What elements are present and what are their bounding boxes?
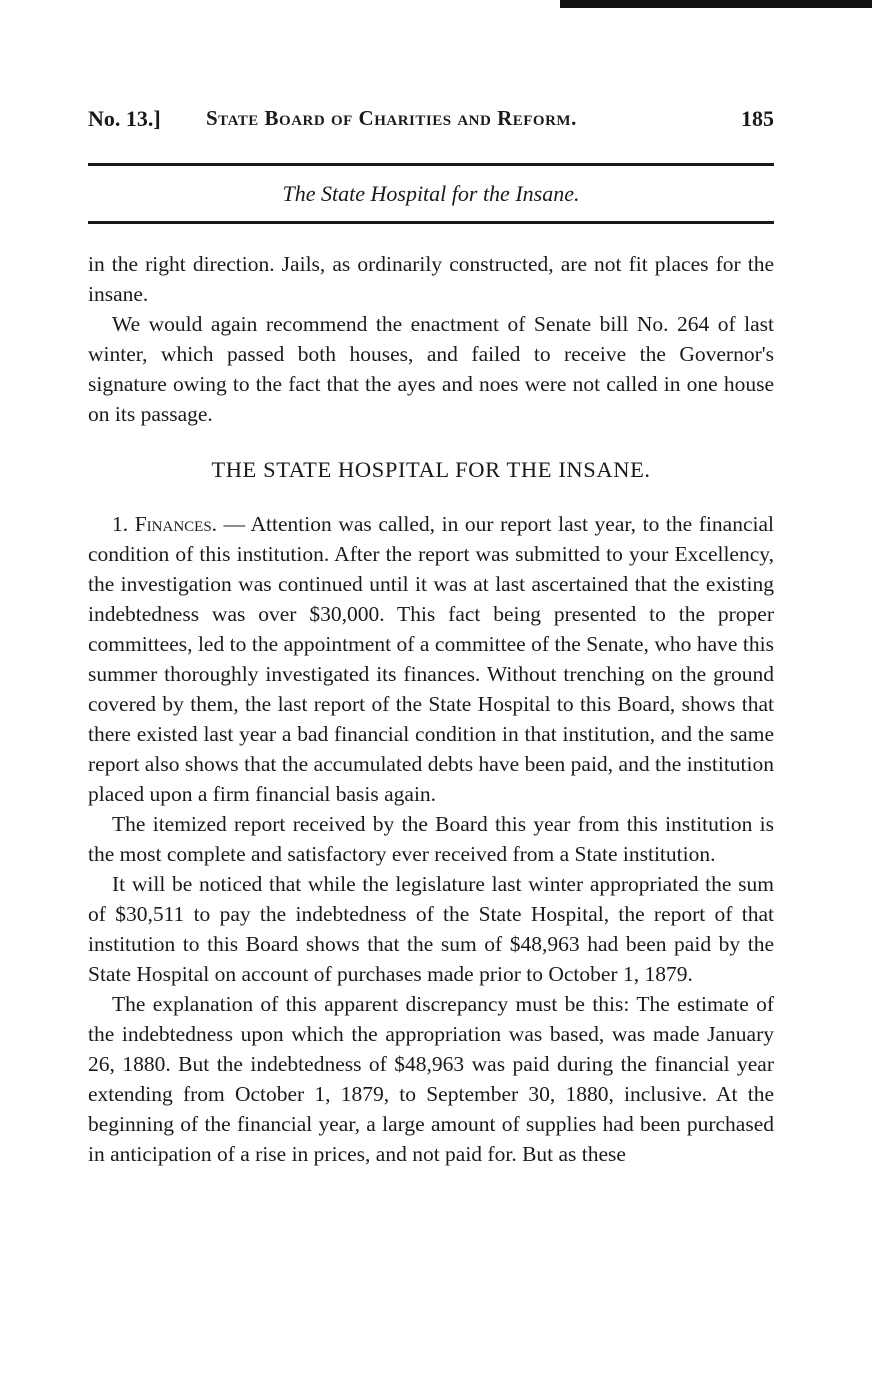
paragraph-senate-bill: We would again recommend the enactment of Senate bill No. 264 of last winter, which passed both houses, and failed to receive the Governor's signature owing to the fact that the ayes and noes were not called in one house on its passage.: [88, 312, 774, 426]
paragraph-lead-finances: 1. Finances.: [112, 512, 218, 536]
section-subhead: The State Hospital for the Insane.: [282, 181, 580, 206]
paragraph-finances-text: — Attention was called, in our report last year, to the financial condition of this institution. After the report was submitted to your Excellency, the investigation was continued until it was at last ascertained that the existing indebtedness was over $30,000. This fact being presented to the proper committees, led to the appointment of a committee of the Senate, who have this summer thoroughly investigated its finances. Without trenching on the ground covered by them, the last report of the State Hospital to this Board, shows that there existed last year a bad financial condition in that institution, and the same report also shows that the accumulated debts have been paid, and the institution placed upon a firm financial basis again.: [88, 512, 774, 806]
scan-edge-shadow: [560, 0, 872, 8]
paragraph-finances: [88, 509, 774, 809]
paragraph-appropriation: It will be noticed that while the legislature last winter appropriated the sum of $30,511 to pay the indebtedness of the State Hospital, the report of that institution to this Board shows that the sum of $48,963 had been paid by the State Hospital on account of purchases made prior to October 1, 1879.: [88, 872, 774, 986]
paragraph-itemized-report: The itemized report received by the Board this year from this institution is the most complete and satisfactory ever received from a State institution.: [88, 812, 774, 866]
paragraph-explanation: The explanation of this apparent discrepancy must be this: The estimate of the indebtedness upon which the appropriation was based, was made January 26, 1880. But the indebtedness of $48,963 was paid during the financial year extending from October 1, 1879, to September 30, 1880, inclusive. At the beginning of the financial year, a large amount of supplies had been purchased in anticipation of a rise in prices, and not paid for. But as these: [88, 992, 774, 1166]
header-rule-top: [88, 163, 774, 166]
body-text: [88, 249, 774, 1169]
page-number: 185: [741, 106, 774, 131]
header-rule-bottom: [88, 221, 774, 224]
section-heading: THE STATE HOSPITAL FOR THE INSANE.: [211, 457, 651, 482]
running-title: State Board of Charities and Reform.: [206, 106, 577, 130]
document-number: No. 13.]: [88, 106, 161, 131]
paragraph-continued: in the right direction. Jails, as ordinarily constructed, are not fit places for the insane.: [88, 252, 774, 306]
running-header: [88, 106, 774, 142]
